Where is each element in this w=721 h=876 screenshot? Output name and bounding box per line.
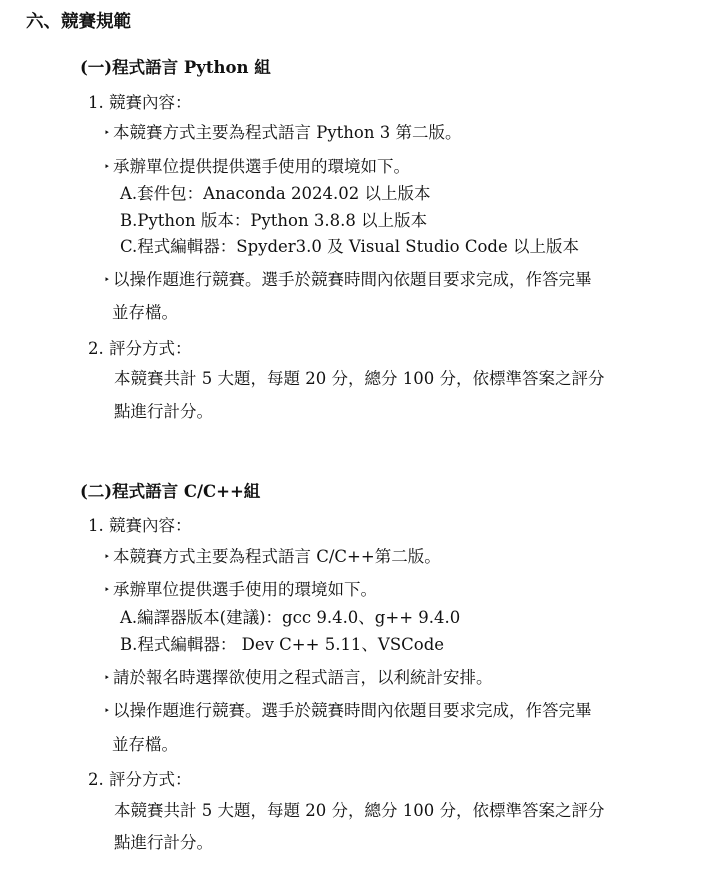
python-bullet-3-cont: 並存檔。 — [112, 303, 178, 322]
bullet-marker: ‣ — [104, 128, 110, 139]
python-content-label: 1. 競賽內容： — [88, 93, 192, 112]
python-env-b: B.Python 版本：Python 3.8.8 以上版本 — [120, 211, 428, 230]
python-group-heading: (一)程式語言 Python 組 — [80, 58, 271, 77]
bullet-marker: ‣ — [104, 552, 110, 563]
python-bullet-3 — [104, 270, 592, 291]
bullet-marker: ‣ — [104, 706, 110, 717]
bullet-marker: ‣ — [104, 673, 110, 684]
c-env-a: A.編譯器版本(建議)：gcc 9.4.0、g++ 9.4.0 — [120, 608, 461, 627]
c-bullet-4-cont: 並存檔。 — [112, 735, 178, 754]
c-bullet-1-text: 本競賽方式主要為程式語言 C/C++第二版。 — [113, 547, 441, 566]
section-title: 六、競賽規範 — [26, 12, 131, 32]
c-bullet-4 — [104, 701, 592, 722]
python-scoring-line-2: 點進行計分。 — [114, 402, 213, 421]
c-scoring-label: 2. 評分方式： — [88, 770, 192, 789]
bullet-marker: ‣ — [104, 275, 110, 286]
c-bullet-3 — [104, 668, 493, 689]
python-scoring-line-1: 本競賽共計 5 大題，每題 20 分，總分 100 分，依標準答案之評分 — [114, 369, 605, 388]
c-bullet-4-text: 以操作題進行競賽。選手於競賽時間內依題目要求完成，作答完畢 — [113, 701, 592, 720]
bullet-marker: ‣ — [104, 585, 110, 596]
python-bullet-1-text: 本競賽方式主要為程式語言 Python 3 第二版。 — [113, 123, 462, 142]
c-scoring-line-1: 本競賽共計 5 大題，每題 20 分，總分 100 分，依標準答案之評分 — [114, 801, 605, 820]
python-bullet-2-text: 承辦單位提供提供選手使用的環境如下。 — [113, 157, 410, 176]
python-env-a: A.套件包：Anaconda 2024.02 以上版本 — [120, 184, 431, 203]
python-scoring-label: 2. 評分方式： — [88, 339, 192, 358]
c-bullet-2-text: 承辦單位提供選手使用的環境如下。 — [113, 580, 377, 599]
c-bullet-2 — [104, 580, 377, 601]
c-scoring-line-2: 點進行計分。 — [114, 833, 213, 852]
c-content-label: 1. 競賽內容： — [88, 516, 192, 535]
c-group-heading: (二)程式語言 C/C++組 — [80, 482, 261, 501]
c-env-b: B.程式編輯器： Dev C++ 5.11、VSCode — [120, 635, 445, 654]
python-bullet-3-text: 以操作題進行競賽。選手於競賽時間內依題目要求完成，作答完畢 — [113, 270, 592, 289]
python-bullet-2 — [104, 157, 410, 178]
python-env-c: C.程式編輯器：Spyder3.0 及 Visual Studio Code 以上版本 — [120, 237, 579, 256]
c-bullet-1 — [104, 547, 441, 568]
bullet-marker: ‣ — [104, 162, 110, 173]
python-bullet-1 — [104, 123, 461, 144]
c-bullet-3-text: 請於報名時選擇欲使用之程式語言，以利統計安排。 — [113, 668, 493, 687]
